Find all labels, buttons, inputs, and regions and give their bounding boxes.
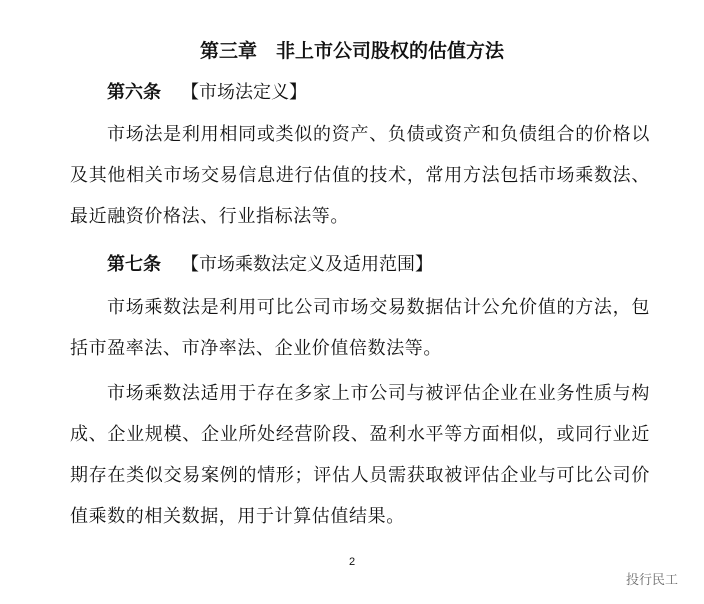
article-7-number: 第七条 bbox=[107, 254, 161, 275]
article-6-heading bbox=[107, 80, 307, 106]
article-7-title: 【市场乘数法定义及适用范围】 bbox=[181, 254, 433, 275]
article-7-heading bbox=[107, 252, 433, 278]
article-7-paragraph-2: 市场乘数法适用于存在多家上市公司与被评估企业在业务性质与构成、企业规模、企业所处经营阶段、盈利水平等方面相似，或同行业近期存在类似交易案例的情形；评估人员需获取被评估企业与可比公司价值乘数的相关数据，用于计算估值结果。 bbox=[70, 383, 650, 527]
watermark-text: 投行民工 bbox=[625, 573, 678, 588]
article-6-title: 【市场法定义】 bbox=[181, 82, 307, 103]
page-number: 2 bbox=[348, 556, 356, 568]
article-6-number: 第六条 bbox=[107, 82, 161, 103]
chapter-title: 第三章 非上市公司股权的估值方法 bbox=[199, 40, 504, 62]
article-7-paragraph-1: 市场乘数法是利用可比公司市场交易数据估计公允价值的方法，包括市盈率法、市净率法、企业价值倍数法等。 bbox=[70, 297, 650, 359]
article-6-paragraph-1: 市场法是利用相同或类似的资产、负债或资产和负债组合的价格以及其他相关市场交易信息进行估值的技术，常用方法包括市场乘数法、最近融资价格法、行业指标法等。 bbox=[70, 124, 650, 227]
